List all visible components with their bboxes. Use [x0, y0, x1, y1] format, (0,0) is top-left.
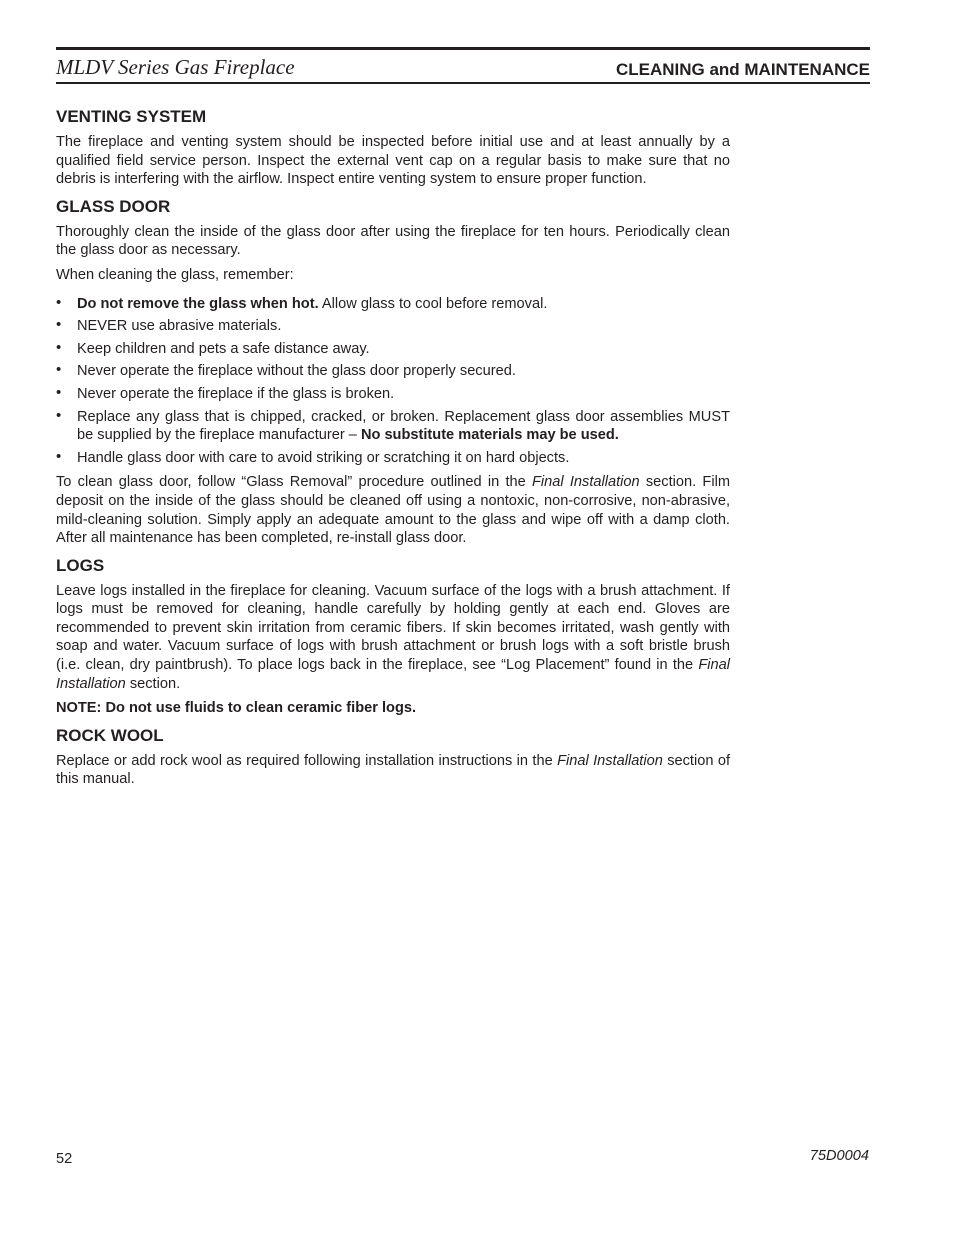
glass-section [56, 197, 730, 548]
page-number: 52 [56, 1151, 73, 1167]
bullet-icon: • [56, 361, 62, 379]
list-item: • NEVER use abrasive materials. [56, 316, 282, 335]
glass-body-2: When cleaning the glass, remember: [56, 266, 294, 283]
document-code: 75D0004 [809, 1148, 869, 1164]
list-item: • Do not remove the glass when hot. Allow glass to cool before removal. [56, 293, 548, 312]
logs-section [56, 556, 730, 718]
header-rule-top [56, 47, 870, 50]
bullet-icon: • [56, 447, 62, 465]
glass-heading: GLASS DOOR [56, 196, 171, 216]
logs-body: Leave logs installed in the fireplace for cleaning. Vacuum surface of the logs with a brush attachment. If logs must be removed for cleaning, handle carefully by holding gently at each end. Gloves are recommended to prevent skin irritation from ceramic fibers. If skin becomes irritated, wash gently with soap and water. Vacuum surface of logs with brush attachment or brush logs with a soft bristle brush (i.e. clean, dry paintbrush). To place logs back in the fireplace, see “Log Placement” found in the Final Installation section. [56, 582, 730, 692]
page-content [56, 107, 730, 797]
venting-section [56, 107, 730, 189]
rockwool-body: Replace or add rock wool as required following installation instructions in the Final Installation section of this manual. [56, 752, 730, 788]
rockwool-section [56, 726, 730, 789]
bullet-icon: • [56, 316, 62, 334]
list-item: • Handle glass door with care to avoid striking or scratching it on hard objects. [56, 447, 570, 466]
glass-body-1: Thoroughly clean the inside of the glass door after using the fireplace for ten hours. Periodically clean the glass door as necessary. [56, 223, 730, 259]
venting-heading: VENTING SYSTEM [56, 107, 207, 126]
header-rule-bottom [56, 82, 870, 84]
bullet-icon: • [56, 293, 62, 311]
list-item: • Replace any glass that is chipped, cracked, or broken. Replacement glass door assemblies MUST be supplied by the fireplace manufacturer – No substitute materials may be used. [56, 406, 730, 444]
section-title: CLEANING and MAINTENANCE [615, 60, 870, 79]
glass-cleaning-procedure: To clean glass door, follow “Glass Removal” procedure outlined in the Final Installation section. Film deposit on the inside of the glass should be cleaned off using a nontoxic, non-corrosive, non-abrasive, mild-cleaning solution. Simply apply an adequate amount to the glass and wipe off with a damp cloth. After all maintenance has been completed, re-install glass door. [56, 474, 730, 547]
bullet-icon: • [56, 338, 62, 356]
list-item: • Keep children and pets a safe distance away. [56, 338, 370, 357]
list-item: • Never operate the fireplace without the glass door properly secured. [56, 361, 516, 380]
logs-heading: LOGS [56, 555, 105, 575]
bullet-icon: • [56, 406, 62, 424]
logs-note: NOTE: Do not use fluids to clean ceramic fiber logs. [56, 700, 417, 717]
list-item: • Never operate the fireplace if the glass is broken. [56, 383, 395, 402]
rockwool-heading: ROCK WOOL [56, 725, 164, 745]
glass-bullet-list [56, 295, 730, 468]
venting-body: The fireplace and venting system should be inspected before initial use and at least annually by a qualified field service person. Inspect the external vent cap on a regular basis to make sure that no debris is interfering with the airflow. Inspect entire venting system to ensure proper function. [56, 134, 730, 188]
series-title: MLDV Series Gas Fireplace [56, 55, 295, 79]
bullet-icon: • [56, 383, 62, 401]
